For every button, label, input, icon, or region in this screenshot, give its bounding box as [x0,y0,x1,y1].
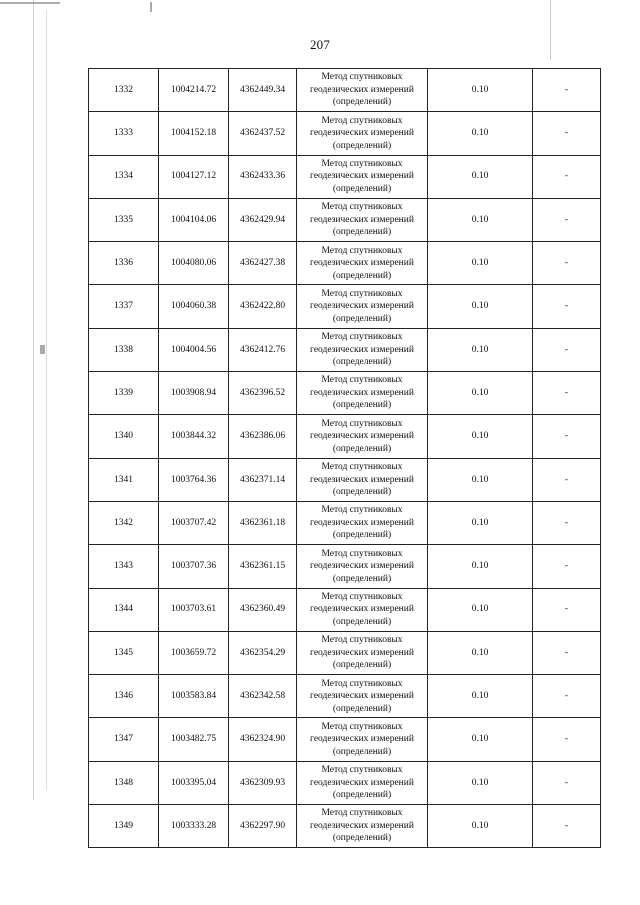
y-coordinate-cell: 4362396.52 [229,372,297,415]
note-cell: - [533,458,601,501]
table-row [89,761,601,804]
table-row [89,501,601,544]
method-line: геодезических измерений [310,387,414,398]
method-line: геодезических измерений [310,214,414,225]
x-coordinate-cell: 1003482.75 [159,718,229,761]
table-row [89,631,601,674]
x-coordinate-cell: 1003395.04 [159,761,229,804]
method-cell [297,198,428,241]
x-coordinate-cell: 1003908.94 [159,372,229,415]
table-row [89,242,601,285]
accuracy-cell: 0.10 [428,588,533,631]
table-row [89,198,601,241]
method-line: (определений) [332,400,392,411]
note-cell: - [533,631,601,674]
point-number-cell: 1332 [89,69,159,112]
method-line: (определений) [332,616,392,627]
note-cell: - [533,545,601,588]
point-number-cell: 1344 [89,588,159,631]
y-coordinate-cell: 4362437.52 [229,112,297,155]
table-row [89,372,601,415]
point-number-cell: 1336 [89,242,159,285]
method-line: (определений) [332,573,392,584]
method-line: геодезических измерений [310,431,414,442]
x-coordinate-cell: 1003764.36 [159,458,229,501]
coordinates-table-body [89,69,601,848]
scan-margin-line [33,0,34,800]
scan-speck [40,345,45,354]
note-cell: - [533,675,601,718]
method-line: Метод спутниковых [321,505,403,516]
method-line: Метод спутниковых [321,418,403,429]
method-line: Метод спутниковых [321,548,403,559]
method-line: геодезических измерений [310,474,414,485]
method-line: Метод спутниковых [321,288,403,299]
method-line: (определений) [332,140,392,151]
x-coordinate-cell: 1004004.56 [159,328,229,371]
y-coordinate-cell: 4362360.49 [229,588,297,631]
accuracy-cell: 0.10 [428,761,533,804]
method-line: (определений) [332,270,392,281]
accuracy-cell: 0.10 [428,372,533,415]
point-number-cell: 1337 [89,285,159,328]
method-line: Метод спутниковых [321,808,403,819]
x-coordinate-cell: 1004080.06 [159,242,229,285]
method-line: (определений) [332,97,392,108]
point-number-cell: 1345 [89,631,159,674]
scan-top-line [0,2,60,4]
method-line: (определений) [332,487,392,498]
note-cell: - [533,242,601,285]
y-coordinate-cell: 4362371.14 [229,458,297,501]
accuracy-cell: 0.10 [428,458,533,501]
point-number-cell: 1338 [89,328,159,371]
x-coordinate-cell: 1004060.38 [159,285,229,328]
y-coordinate-cell: 4362297.90 [229,805,297,848]
x-coordinate-cell: 1003707.42 [159,501,229,544]
table-row [89,155,601,198]
method-line: геодезических измерений [310,258,414,269]
method-line: геодезических измерений [310,734,414,745]
method-line: Метод спутниковых [321,721,403,732]
method-cell [297,501,428,544]
method-line: (определений) [332,183,392,194]
method-cell [297,588,428,631]
note-cell: - [533,761,601,804]
y-coordinate-cell: 4362361.18 [229,501,297,544]
y-coordinate-cell: 4362309.93 [229,761,297,804]
method-line: (определений) [332,443,392,454]
note-cell: - [533,155,601,198]
table-row [89,69,601,112]
method-line: (определений) [332,357,392,368]
table-row [89,415,601,458]
accuracy-cell: 0.10 [428,155,533,198]
method-line: геодезических измерений [310,647,414,658]
accuracy-cell: 0.10 [428,545,533,588]
accuracy-cell: 0.10 [428,415,533,458]
table-row [89,458,601,501]
page-number: 207 [309,37,331,52]
note-cell: - [533,69,601,112]
method-line: геодезических измерений [310,604,414,615]
method-cell [297,545,428,588]
method-line: (определений) [332,746,392,757]
method-cell [297,415,428,458]
method-line: геодезических измерений [310,301,414,312]
accuracy-cell: 0.10 [428,805,533,848]
y-coordinate-cell: 4362433.36 [229,155,297,198]
method-line: Метод спутниковых [321,375,403,386]
table-row [89,675,601,718]
method-line: геодезических измерений [310,84,414,95]
accuracy-cell: 0.10 [428,501,533,544]
x-coordinate-cell: 1003333.28 [159,805,229,848]
scan-speck [150,2,152,12]
x-coordinate-cell: 1004214.72 [159,69,229,112]
note-cell: - [533,198,601,241]
method-line: геодезических измерений [310,777,414,788]
accuracy-cell: 0.10 [428,242,533,285]
table-row [89,285,601,328]
point-number-cell: 1347 [89,718,159,761]
x-coordinate-cell: 1003703.61 [159,588,229,631]
y-coordinate-cell: 4362324.90 [229,718,297,761]
table-row [89,588,601,631]
method-line: геодезических измерений [310,344,414,355]
scan-margin-line [46,10,47,790]
method-line: Метод спутниковых [321,678,403,689]
note-cell: - [533,588,601,631]
x-coordinate-cell: 1003844.32 [159,415,229,458]
method-cell [297,675,428,718]
note-cell: - [533,415,601,458]
y-coordinate-cell: 4362429.94 [229,198,297,241]
note-cell: - [533,501,601,544]
point-number-cell: 1335 [89,198,159,241]
point-number-cell: 1340 [89,415,159,458]
method-cell [297,761,428,804]
note-cell: - [533,285,601,328]
method-line: Метод спутниковых [321,332,403,343]
method-line: (определений) [332,227,392,238]
method-line: Метод спутниковых [321,115,403,126]
method-line: Метод спутниковых [321,158,403,169]
method-line: геодезических измерений [310,561,414,572]
method-line: Метод спутниковых [321,245,403,256]
accuracy-cell: 0.10 [428,198,533,241]
y-coordinate-cell: 4362449.34 [229,69,297,112]
method-line: геодезических измерений [310,171,414,182]
accuracy-cell: 0.10 [428,675,533,718]
table-row [89,328,601,371]
point-number-cell: 1346 [89,675,159,718]
method-cell [297,112,428,155]
method-cell [297,328,428,371]
method-line: (определений) [332,833,392,844]
point-number-cell: 1342 [89,501,159,544]
coordinates-table [88,68,601,848]
table-row [89,112,601,155]
method-cell [297,631,428,674]
method-line: геодезических измерений [310,820,414,831]
y-coordinate-cell: 4362412.76 [229,328,297,371]
x-coordinate-cell: 1004152.18 [159,112,229,155]
x-coordinate-cell: 1003659.72 [159,631,229,674]
y-coordinate-cell: 4362386.06 [229,415,297,458]
y-coordinate-cell: 4362427.38 [229,242,297,285]
x-coordinate-cell: 1003583.84 [159,675,229,718]
point-number-cell: 1343 [89,545,159,588]
point-number-cell: 1339 [89,372,159,415]
note-cell: - [533,372,601,415]
table-row [89,805,601,848]
note-cell: - [533,112,601,155]
x-coordinate-cell: 1004127.12 [159,155,229,198]
method-line: геодезических измерений [310,691,414,702]
method-line: (определений) [332,313,392,324]
method-cell [297,285,428,328]
point-number-cell: 1348 [89,761,159,804]
method-line: Метод спутниковых [321,591,403,602]
x-coordinate-cell: 1004104.06 [159,198,229,241]
method-line: геодезических измерений [310,128,414,139]
method-cell [297,155,428,198]
accuracy-cell: 0.10 [428,718,533,761]
method-line: Метод спутниковых [321,202,403,213]
y-coordinate-cell: 4362422.80 [229,285,297,328]
method-cell [297,69,428,112]
y-coordinate-cell: 4362342.58 [229,675,297,718]
point-number-cell: 1333 [89,112,159,155]
method-line: геодезических измерений [310,517,414,528]
method-cell [297,242,428,285]
method-cell [297,718,428,761]
note-cell: - [533,328,601,371]
accuracy-cell: 0.10 [428,285,533,328]
y-coordinate-cell: 4362354.29 [229,631,297,674]
method-line: Метод спутниковых [321,72,403,83]
accuracy-cell: 0.10 [428,631,533,674]
y-coordinate-cell: 4362361.15 [229,545,297,588]
accuracy-cell: 0.10 [428,112,533,155]
method-line: (определений) [332,703,392,714]
method-line: (определений) [332,790,392,801]
accuracy-cell: 0.10 [428,328,533,371]
method-cell [297,458,428,501]
method-line: (определений) [332,530,392,541]
method-line: (определений) [332,660,392,671]
note-cell: - [533,805,601,848]
point-number-cell: 1334 [89,155,159,198]
table-row [89,718,601,761]
method-line: Метод спутниковых [321,635,403,646]
point-number-cell: 1341 [89,458,159,501]
point-number-cell: 1349 [89,805,159,848]
method-cell [297,372,428,415]
method-line: Метод спутниковых [321,765,403,776]
x-coordinate-cell: 1003707.36 [159,545,229,588]
note-cell: - [533,718,601,761]
accuracy-cell: 0.10 [428,69,533,112]
method-line: Метод спутниковых [321,462,403,473]
method-cell [297,805,428,848]
table-row [89,545,601,588]
